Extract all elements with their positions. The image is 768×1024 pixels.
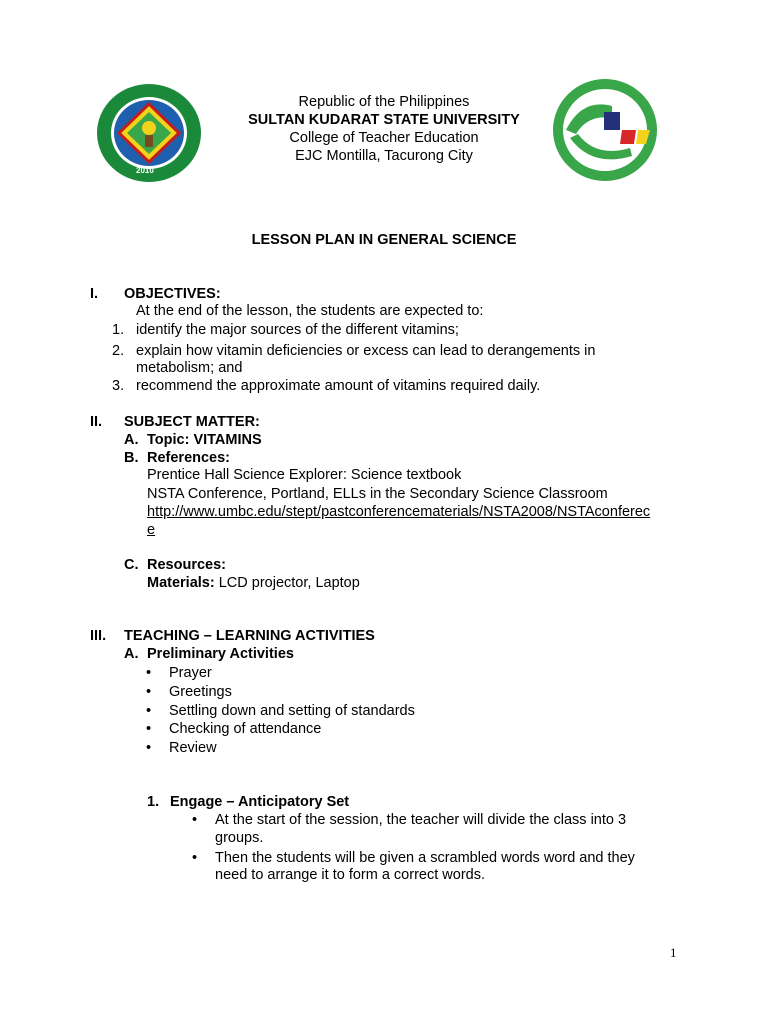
header-address: EJC Montilla, Tacurong City xyxy=(295,148,473,164)
engage-item: At the start of the session, the teacher will divide the class into 3 xyxy=(215,812,627,828)
engage-item: Then the students will be given a scrambled words word and they xyxy=(215,850,635,866)
engage-item-cont: groups. xyxy=(215,830,264,846)
materials-line xyxy=(147,575,360,591)
teaching-heading: TEACHING – LEARNING ACTIVITIES xyxy=(124,628,375,644)
subject-heading: SUBJECT MATTER: xyxy=(124,414,260,430)
reference-item: Prentice Hall Science Explorer: Science textbook xyxy=(147,467,462,483)
materials-value: LCD projector, Laptop xyxy=(218,575,360,591)
document-title: LESSON PLAN IN GENERAL SCIENCE xyxy=(251,232,517,248)
seal-year: 2010 xyxy=(136,166,154,175)
bullet-icon: • xyxy=(192,850,198,866)
bullet-icon: • xyxy=(146,740,152,756)
list-letter: B. xyxy=(124,450,139,466)
header-college: College of Teacher Education xyxy=(289,130,479,146)
section-num: III. xyxy=(90,628,107,644)
engage-heading: Engage – Anticipatory Set xyxy=(170,794,350,810)
preliminary-heading: Preliminary Activities xyxy=(147,646,294,662)
bullet-icon: • xyxy=(146,684,152,700)
preliminary-item: Greetings xyxy=(169,684,232,700)
objectives-intro: At the end of the lesson, the students are expected to: xyxy=(136,303,484,319)
preliminary-item: Settling down and setting of standards xyxy=(169,703,415,719)
objective-item-cont: metabolism; and xyxy=(136,360,243,376)
list-number: 1. xyxy=(147,794,160,810)
preliminary-item: Review xyxy=(169,740,217,756)
objective-item: explain how vitamin deficiencies or excess can lead to derangements in xyxy=(136,343,596,359)
header-university: SULTAN KUDARAT STATE UNIVERSITY xyxy=(248,112,520,128)
reference-link[interactable]: http://www.umbc.edu/stept/pastconferencematerials/NSTA2008/NSTAconferec xyxy=(147,504,651,520)
preliminary-item: Prayer xyxy=(169,665,212,681)
objectives-heading: OBJECTIVES: xyxy=(124,286,221,302)
resources-heading: Resources: xyxy=(147,557,226,573)
list-number: 1. xyxy=(112,322,125,338)
topic: Topic: VITAMINS xyxy=(147,432,262,448)
objective-item: identify the major sources of the different vitamins; xyxy=(136,322,459,338)
preliminary-item: Checking of attendance xyxy=(169,721,322,737)
list-letter: A. xyxy=(124,432,139,448)
section-num: II. xyxy=(90,414,103,430)
page-number: 1 xyxy=(670,945,677,960)
objective-item: recommend the approximate amount of vitamins required daily. xyxy=(136,378,541,394)
list-letter: A. xyxy=(124,646,139,662)
bullet-icon: • xyxy=(146,703,152,719)
reference-link-cont[interactable]: e xyxy=(147,522,156,538)
list-number: 2. xyxy=(112,343,125,359)
section-num: I. xyxy=(90,286,99,302)
header-republic: Republic of the Philippines xyxy=(298,94,470,110)
list-number: 3. xyxy=(112,378,125,394)
bullet-icon: • xyxy=(192,812,198,828)
reference-item: NSTA Conference, Portland, ELLs in the Secondary Science Classroom xyxy=(147,486,608,502)
engage-item-cont: need to arrange it to form a correct words. xyxy=(215,867,485,883)
references-heading: References: xyxy=(147,450,231,466)
list-letter: C. xyxy=(124,557,139,573)
materials-label: Materials: xyxy=(147,575,215,591)
bullet-icon: • xyxy=(146,721,152,737)
bullet-icon: • xyxy=(146,665,152,681)
